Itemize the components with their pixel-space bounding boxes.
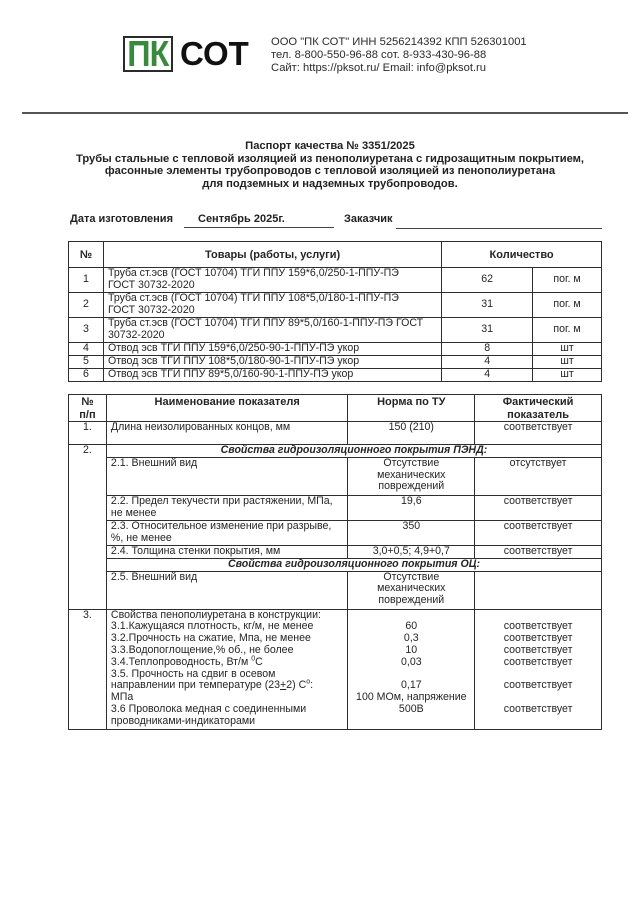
header-norm: Норма по ТУ: [348, 395, 475, 422]
actual-value: соответствует: [503, 643, 573, 656]
norm-value: 500В: [398, 702, 424, 715]
degree-sup: о: [306, 678, 311, 686]
row-num: 3: [69, 318, 104, 343]
title-line-2: Трубы стальные с тепловой изоляцией из пенополиуретана с гидрозащитным покрытием,: [75, 152, 585, 165]
header-num: №: [69, 242, 104, 268]
indicator-line: [111, 680, 343, 692]
row-indicator: 2.1. Внешний вид: [106, 457, 347, 495]
company-requisites: ООО "ПК СОТ" ИНН 5256214392 КПП 526301001: [271, 36, 527, 48]
row-actual: соответствует: [475, 545, 602, 558]
table-row: [69, 495, 602, 520]
row-norm: [348, 609, 475, 729]
table-row: [69, 343, 602, 356]
row-unit: пог. м: [533, 293, 602, 318]
customer-field: [396, 213, 602, 229]
row-num: 4: [69, 343, 104, 356]
table-row: [69, 369, 602, 382]
row-indicator: [106, 495, 347, 520]
row-indicator: 2.5. Внешний вид: [106, 571, 347, 609]
indicator-line: 3.6 Проволока медная с соединенными: [110, 702, 307, 715]
row-actual: [475, 571, 602, 609]
norm-line: Отсутствие: [383, 456, 440, 469]
table-row: [69, 318, 602, 343]
row-indicator: [106, 609, 347, 729]
customer-label: Заказчик: [344, 213, 393, 225]
company-logo-pk: [123, 33, 173, 74]
row-qty: 31: [442, 293, 533, 318]
norm-value: 10: [405, 643, 418, 656]
indicator-line: 3.2.Прочность на сжатие, Мпа, не менее: [110, 632, 311, 645]
document-title: [60, 140, 600, 190]
table-row: [69, 457, 602, 495]
table-row: [69, 293, 602, 318]
norm-value: 0,17: [400, 679, 422, 692]
indicator-line: 2.3. Относительное изменение при разрыве,: [110, 519, 332, 532]
norm-value: 60: [405, 620, 418, 633]
row-actual: соответствует: [475, 422, 602, 445]
row-name: [103, 293, 441, 318]
row-qty: 4: [442, 369, 533, 382]
row-name-line: Труба ст.эсв (ГОСТ 10704) ТГИ ППУ 108*5,0/180-1-ППУ-ПЭ: [107, 292, 399, 304]
norm-value: 0,03: [400, 655, 422, 668]
indicator-line: МПа: [110, 691, 134, 704]
row-name: [103, 318, 441, 343]
row-num: 2: [69, 293, 104, 318]
title-line-3: фасонные элементы трубопроводов с тепловой изоляцией из пенополиуретана: [104, 165, 556, 177]
norm-line: повреждений: [378, 594, 445, 607]
indicator-line: [111, 657, 343, 669]
indicator-text: :: [310, 679, 314, 692]
table-row: [69, 422, 602, 445]
header-actual-line: Фактический: [502, 396, 574, 408]
row-num: 1: [69, 268, 104, 293]
indicator-text: 3.4.Теплопроводность, Вт/м: [110, 655, 249, 668]
row-qty: 4: [442, 356, 533, 369]
row-name-line: ГОСТ 30732-2020: [107, 278, 195, 291]
row-norm: 350: [348, 520, 475, 545]
table-row: [69, 520, 602, 545]
row-name-line: Труба ст.эсв (ГОСТ 10704) ТГИ ППУ 89*5,0/160-1-ППУ-ПЭ ГОСТ: [107, 317, 424, 329]
row-name: Отвод эсв ТГИ ППУ 89*5,0/160-90-1-ППУ-ПЭ укор: [103, 369, 441, 382]
header-num-line: п/п: [79, 408, 96, 421]
section-title-ppu: Свойства пенополиуретана в конструкции:: [110, 608, 321, 621]
section-header-row: [69, 558, 602, 571]
table-row: [69, 609, 602, 729]
row-num: 2.: [69, 445, 107, 610]
header-num: [69, 395, 107, 422]
section-title-pe: Свойства гидроизоляционного покрытия ПЭНД:: [106, 445, 601, 458]
norm-line: Отсутствие: [383, 570, 440, 583]
row-qty: 31: [442, 318, 533, 343]
actual-value: соответствует: [503, 679, 573, 692]
row-num: 5: [69, 356, 104, 369]
table-row: [69, 545, 602, 558]
row-num: 6: [69, 369, 104, 382]
row-qty: 62: [442, 268, 533, 293]
row-name: Отвод эсв ТГИ ППУ 159*6,0/250-90-1-ППУ-ПЭ укор: [103, 343, 441, 356]
row-indicator: Длина неизолированных концов, мм: [106, 422, 347, 445]
header-num-line: №: [81, 396, 94, 408]
company-phones: тел. 8-800-550-96-88 сот. 8-933-430-96-88: [271, 49, 487, 61]
row-name-line: Труба ст.эсв (ГОСТ 10704) ТГИ ППУ 159*6,0/250-1-ППУ-ПЭ: [107, 267, 399, 279]
row-actual: [475, 609, 602, 729]
norm-value: 0,3: [403, 632, 419, 645]
header-actual: [475, 395, 602, 422]
section-header-row: [69, 445, 602, 458]
manufacture-date-field: Сентябрь 2025г.: [184, 213, 334, 228]
plus-minus-sign: +: [280, 679, 287, 692]
norm-value: 100 МОм, напряжение: [356, 691, 467, 704]
actual-value: соответствует: [503, 702, 573, 715]
indicator-text: направлении при температуре (23: [110, 679, 281, 692]
header-goods: Товары (работы, услуги): [103, 242, 441, 268]
header-quantity: Количество: [442, 242, 602, 268]
row-indicator: 2.4. Толщина стенки покрытия, мм: [106, 545, 347, 558]
row-unit: шт: [533, 343, 602, 356]
row-qty: 8: [442, 343, 533, 356]
row-name: [103, 268, 441, 293]
header-actual-line: показатель: [507, 408, 569, 421]
indicator-line: проводниками-индикаторами: [110, 714, 256, 727]
company-info: [271, 36, 527, 75]
manufacture-date-label: Дата изготовления: [70, 213, 173, 225]
row-norm: 19,6: [348, 495, 475, 520]
indicator-line: 2.2. Предел текучести при растяжении, МПа,: [110, 494, 333, 507]
company-logo-sot: СОТ: [180, 35, 249, 72]
norm-line: повреждений: [378, 480, 445, 493]
row-name: Отвод эсв ТГИ ППУ 108*5,0/180-90-1-ППУ-ПЭ укор: [103, 356, 441, 369]
header-indicator: Наименование показателя: [106, 395, 347, 422]
row-unit: пог. м: [533, 318, 602, 343]
passport-number: Паспорт качества № 3351/2025: [245, 140, 415, 152]
row-name-line: 30732-2020: [107, 328, 165, 341]
actual-value: соответствует: [503, 620, 573, 633]
table-row: [69, 268, 602, 293]
logo-pk-text: ПК: [127, 33, 169, 74]
actual-value: соответствует: [503, 632, 573, 645]
row-actual: соответствует: [475, 495, 602, 520]
degree-sup: 0: [251, 655, 256, 663]
header-divider: [22, 112, 628, 114]
norm-line: механических: [377, 582, 446, 595]
row-unit: шт: [533, 369, 602, 382]
quality-table: [68, 394, 602, 730]
indicator-line: 3.1.Кажущаяся плотность, кг/м, не менее: [110, 620, 314, 633]
row-norm: 150 (210): [348, 422, 475, 445]
row-norm: [348, 571, 475, 609]
row-actual: отсутствует: [475, 457, 602, 495]
table-row: [69, 571, 602, 609]
row-name-line: ГОСТ 30732-2020: [107, 303, 195, 316]
row-indicator: [106, 520, 347, 545]
row-actual: соответствует: [475, 520, 602, 545]
row-norm: 3,0+0,5; 4,9+0,7: [348, 545, 475, 558]
indicator-line: 3.3.Водопоглощение,% об., не более: [110, 643, 294, 656]
row-unit: шт: [533, 356, 602, 369]
row-norm: [348, 457, 475, 495]
norm-line: механических: [377, 468, 446, 481]
actual-value: соответствует: [503, 655, 573, 668]
row-unit: пог. м: [533, 268, 602, 293]
indicator-line: 3.5. Прочность на сдвиг в осевом: [110, 667, 276, 680]
quality-table-header: [69, 395, 602, 422]
section-title-oc: Свойства гидроизоляционного покрытия ОЦ:: [106, 558, 601, 571]
indicator-line: не менее: [110, 506, 157, 519]
title-line-4: для подземных и надземных трубопроводов.: [202, 177, 458, 190]
goods-table-header: [69, 242, 602, 268]
row-num: 1.: [69, 422, 107, 445]
indicator-line: %, не менее: [110, 531, 172, 544]
company-contacts: Сайт: https://pksot.ru/ Email: info@pksot.ru: [271, 62, 486, 74]
table-row: [69, 356, 602, 369]
row-num: 3.: [69, 609, 107, 729]
indicator-unit: С: [255, 655, 263, 668]
goods-table: [68, 241, 602, 382]
indicator-text: 2) С: [286, 679, 307, 692]
